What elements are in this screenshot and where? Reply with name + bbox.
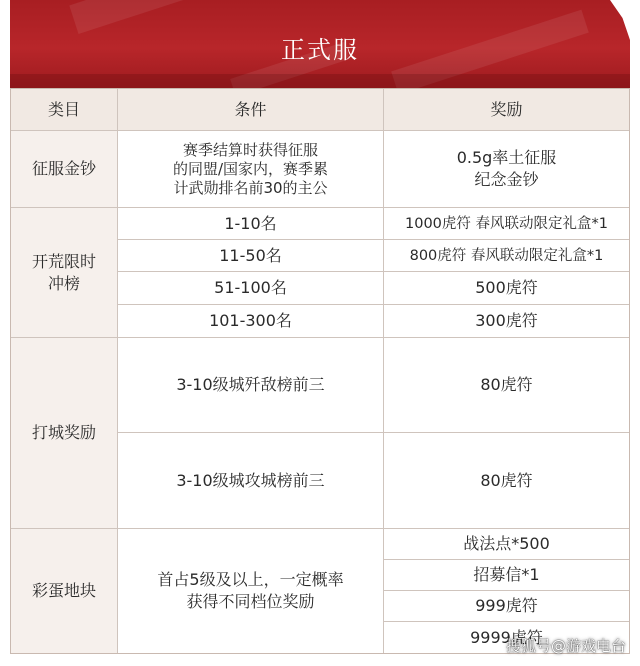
reward-cell: 80虎符 (384, 433, 629, 529)
condition-cell: 1-10名 (118, 208, 384, 240)
reward-cell: 800虎符 春风联动限定礼盒*1 (384, 240, 629, 272)
category-cell: 打城奖励 (11, 338, 118, 529)
reward-cell: 0.5g率土征服 纪念金钞 (384, 131, 629, 208)
reward-cell: 1000虎符 春风联动限定礼盒*1 (384, 208, 629, 240)
reward-cell: 战法点*500 (384, 529, 629, 560)
condition-cell: 3-10级城歼敌榜前三 (118, 338, 384, 433)
category-cell: 开荒限时 冲榜 (11, 208, 118, 338)
column-header-category: 类目 (11, 89, 118, 131)
reward-cell: 招募信*1 (384, 560, 629, 591)
column-header-condition: 条件 (118, 89, 384, 131)
reward-cell: 999虎符 (384, 591, 629, 622)
category-cell: 征服金钞 (11, 131, 118, 208)
condition-cell: 101-300名 (118, 305, 384, 338)
reward-cell: 9999虎符 (470, 627, 543, 647)
column-header-reward: 奖励 (384, 89, 629, 131)
rewards-table (10, 88, 630, 654)
condition-cell: 赛季结算时获得征服 的同盟/国家内，赛季累 计武勋排名前30的主公 (118, 131, 384, 208)
reward-cell: 500虎符 (384, 272, 629, 305)
reward-cell: 300虎符 (384, 305, 629, 338)
condition-cell: 首占5级及以上，一定概率 获得不同档位奖励 (118, 529, 384, 653)
condition-cell: 51-100名 (118, 272, 384, 305)
condition-cell: 3-10级城攻城榜前三 (118, 433, 384, 529)
watermark: 搜狐号@游戏电台 (505, 637, 626, 655)
category-cell: 彩蛋地块 (11, 529, 118, 653)
page-title: 正式服 (281, 36, 359, 64)
condition-cell: 11-50名 (118, 240, 384, 272)
header-banner (10, 0, 630, 88)
reward-cell: 80虎符 (384, 338, 629, 433)
